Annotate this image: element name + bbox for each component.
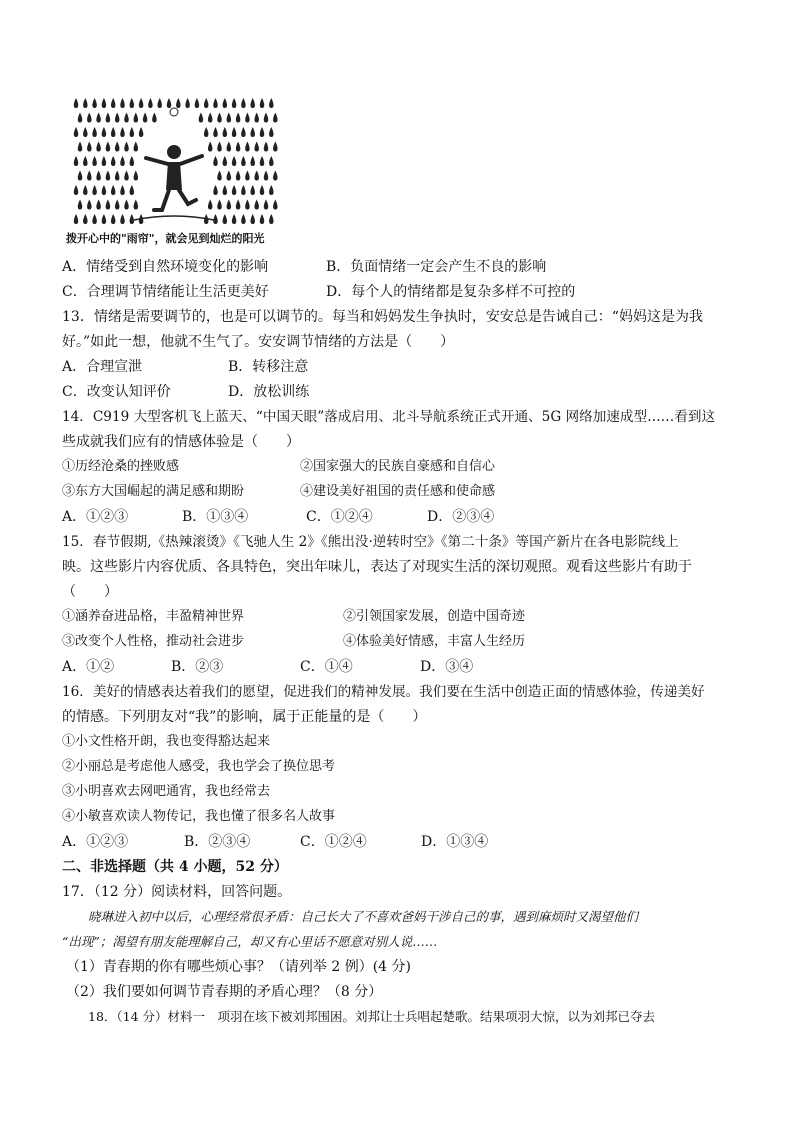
q15-item-1: ①涵养奋进品格，丰盈精神世界 <box>62 609 245 624</box>
person-figure-icon <box>134 145 214 220</box>
raindrop-icon <box>87 200 92 210</box>
q15-option-a: A．①② <box>62 659 115 675</box>
q16-option-a: A．①②③ <box>62 834 129 850</box>
q13-option-d: D．放松训练 <box>228 384 310 400</box>
raindrop-icon <box>115 200 120 210</box>
q18-stem: 18．（14 分）材料一 项羽在垓下被刘邦围困。刘邦让士兵唱起楚歌。结果项羽大惊，以为刘邦已夺去 <box>88 1009 656 1024</box>
q15-item-2: ②引领国家发展，创造中国奇迹 <box>343 609 526 624</box>
raindrop-icon <box>241 127 246 137</box>
raindrop-icon <box>87 113 92 123</box>
raindrop-icon <box>74 214 79 224</box>
raindrop-icon <box>236 200 241 210</box>
q14-item-2: ②国家强大的民族自豪感和自信心 <box>300 459 496 474</box>
raindrop-icon <box>115 142 120 152</box>
raindrop-icon <box>78 142 83 152</box>
raindrop-icon <box>273 113 278 123</box>
figure-caption: 拨开心中的"雨帘"，就会见到灿烂的阳光 <box>66 232 265 245</box>
raindrop-icon <box>106 200 111 210</box>
raindrop-icon <box>269 185 274 195</box>
raindrop-icon <box>204 98 209 108</box>
raindrop-icon <box>269 98 274 108</box>
raindrop-icon <box>120 127 125 137</box>
raindrop-icon <box>213 127 218 137</box>
raindrop-icon <box>232 127 237 137</box>
raindrop-icon <box>120 98 125 108</box>
raindrop-icon <box>213 98 218 108</box>
raindrop-icon <box>124 200 129 210</box>
raindrop-icon <box>223 98 228 108</box>
section-heading: 二、非选择题（共 4 小题，52 分） <box>62 859 288 875</box>
raindrop-icon <box>87 171 92 181</box>
q14-option-b: B．①③④ <box>182 509 249 525</box>
raindrop-icon <box>115 113 120 123</box>
raindrop-icon <box>139 98 144 108</box>
raindrop-icon <box>120 214 125 224</box>
raindrop-icon <box>236 113 241 123</box>
q15-option-d: D．③④ <box>420 659 474 675</box>
raindrop-icon <box>130 156 135 166</box>
raindrop-icon <box>260 127 265 137</box>
q16-option-d: D．①③④ <box>421 834 489 850</box>
raindrop-icon <box>115 171 120 181</box>
raindrop-icon <box>254 171 259 181</box>
raindrop-icon <box>250 156 255 166</box>
q15-stem-line2: 映。这些影片内容优质、各具特色，突出年味儿，表达了对现实生活的深切观照。观看这些影片有助于 <box>62 559 692 575</box>
raindrop-icon <box>223 127 228 137</box>
raindrop-icon <box>217 113 222 123</box>
q16-item-1: ①小文性格开朗，我也变得豁达起来 <box>62 734 271 749</box>
q14-stem-line1: 14．C919 大型客机飞上蓝天、“中国天眼”落成启用、北斗导航系统正式开通、5G 网络加速成型……看到这 <box>62 409 716 425</box>
raindrop-icon <box>264 171 269 181</box>
raindrop-icon <box>92 98 97 108</box>
raindrop-icon <box>74 127 79 137</box>
raindrop-icon <box>254 113 259 123</box>
raindrop-icon <box>134 171 139 181</box>
raindrop-icon <box>245 171 250 181</box>
raindrop-icon <box>250 185 255 195</box>
raindrop-icon <box>130 127 135 137</box>
q17-stem: 17．（12 分）阅读材料，回答问题。 <box>62 884 292 900</box>
raindrop-icon <box>195 98 200 108</box>
raindrop-icon <box>227 200 232 210</box>
raindrop-icon <box>254 200 259 210</box>
raindrop-icon <box>217 171 222 181</box>
q14-stem-line2: 些成就我们应有的情感体验是（ ） <box>62 434 300 450</box>
raindrop-icon <box>269 127 274 137</box>
raindrop-icon <box>92 127 97 137</box>
raindrop-icon <box>92 185 97 195</box>
raindrop-icon <box>223 214 228 224</box>
q14-item-4: ④建设美好祖国的责任感和使命感 <box>300 484 496 499</box>
q14-option-d: D．②③④ <box>427 509 495 525</box>
raindrop-icon <box>130 185 135 195</box>
raindrop-icon <box>227 142 232 152</box>
raindrop-icon <box>241 98 246 108</box>
raindrop-icon <box>236 142 241 152</box>
q13-option-c: C．改变认知评价 <box>62 384 171 400</box>
raindrop-icon <box>260 214 265 224</box>
q12-option-d: D．每个人的情绪都是复杂多样不可控的 <box>326 284 576 300</box>
raindrop-icon <box>245 142 250 152</box>
raindrop-icon <box>241 214 246 224</box>
raindrop-icon <box>96 200 101 210</box>
raindrop-icon <box>96 113 101 123</box>
raindrop-icon <box>102 127 107 137</box>
raindrop-icon <box>87 142 92 152</box>
raindrop-icon <box>213 156 218 166</box>
q16-item-3: ③小明喜欢去网吧通宵，我也经常去 <box>62 784 271 799</box>
raindrop-icon <box>213 185 218 195</box>
raindrop-icon <box>273 142 278 152</box>
raindrop-icon <box>134 200 139 210</box>
raindrop-icon <box>92 214 97 224</box>
raindrop-icon <box>213 214 218 224</box>
raindrop-icon <box>74 156 79 166</box>
raindrop-icon <box>106 171 111 181</box>
raindrop-icon <box>208 142 213 152</box>
raindrop-icon <box>102 156 107 166</box>
raindrop-icon <box>185 98 190 108</box>
q15-option-c: C．①④ <box>300 659 353 675</box>
sun-icon <box>170 108 178 116</box>
raindrop-icon <box>241 156 246 166</box>
raindrop-icon <box>106 142 111 152</box>
raindrop-icon <box>134 113 139 123</box>
raindrop-icon <box>264 142 269 152</box>
q13-option-b: B．转移注意 <box>228 359 309 375</box>
raindrop-icon <box>111 214 116 224</box>
q14-option-a: A．①②③ <box>62 509 129 525</box>
q16-stem-line2: 的情感。下列朋友对“我”的影响，属于正能量的是（ ） <box>62 709 427 725</box>
raindrop-icon <box>130 214 135 224</box>
raindrop-icon <box>120 185 125 195</box>
raindrop-icon <box>167 98 172 108</box>
raindrop-icon <box>223 156 228 166</box>
raindrop-icon <box>152 113 157 123</box>
q15-item-3: ③改变个人性格，推动社会进步 <box>62 634 245 649</box>
raindrop-icon <box>273 200 278 210</box>
raindrop-icon <box>176 98 181 108</box>
q16-item-4: ④小敏喜欢读人物传记，我也懂了很多名人故事 <box>62 809 336 824</box>
raindrop-icon <box>204 127 209 137</box>
raindrop-icon <box>96 171 101 181</box>
raindrop-icon <box>83 156 88 166</box>
raindrop-icon <box>260 156 265 166</box>
raindrop-icon <box>92 156 97 166</box>
raindrop-icon <box>227 113 232 123</box>
q13-stem-line2: 好。”如此一想，他就不生气了。安安调节情绪的方法是（ ） <box>62 334 455 350</box>
raindrop-icon <box>83 185 88 195</box>
raindrop-icon <box>74 98 79 108</box>
raindrop-icon <box>111 185 116 195</box>
raindrop-icon <box>111 98 116 108</box>
raindrop-icon <box>232 98 237 108</box>
q13-stem-line1: 13．情绪是需要调节的，也是可以调节的。每当和妈妈发生争执时，安安总是告诫自己：“妈妈这是为我 <box>62 309 703 325</box>
raindrop-icon <box>134 142 139 152</box>
raindrop-icon <box>232 214 237 224</box>
raindrop-icon <box>208 113 213 123</box>
raindrop-icon <box>264 113 269 123</box>
raindrop-icon <box>250 127 255 137</box>
q17-subquestion-2: （2）我们要如何调节青春期的矛盾心理？（8 分） <box>66 984 383 1000</box>
q15-stem-line1: 15．春节假期,《热辣滚烫》《飞驰人生 2》《熊出没·逆转时空》《第二十条》等国产新片在各电影院线上 <box>62 534 679 550</box>
raindrop-icon <box>124 142 129 152</box>
raindrop-icon <box>74 185 79 195</box>
q12-option-c: C．合理调节情绪能让生活更美好 <box>62 284 269 300</box>
raindrop-icon <box>269 156 274 166</box>
q15-option-b: B．②③ <box>171 659 224 675</box>
raindrop-icon <box>157 98 162 108</box>
q17-excerpt-line2: “出现”；渴望有朋友能理解自己，却又有心里话不愿意对别人说…… <box>62 934 438 949</box>
raindrop-icon <box>83 127 88 137</box>
raindrop-icon <box>78 200 83 210</box>
raindrop-icon <box>102 185 107 195</box>
raindrop-icon <box>130 98 135 108</box>
q16-item-2: ②小丽总是考虑他人感受，我也学会了换位思考 <box>62 759 336 774</box>
raindrop-icon <box>245 113 250 123</box>
raindrop-icon <box>78 171 83 181</box>
q16-option-b: B．②③④ <box>184 834 251 850</box>
q13-option-a: A．合理宣泄 <box>62 359 143 375</box>
q14-item-1: ①历经沧桑的挫败感 <box>62 459 180 474</box>
raindrop-icon <box>111 127 116 137</box>
raindrop-icon <box>232 185 237 195</box>
raindrop-icon <box>120 156 125 166</box>
raindrop-icon <box>124 113 129 123</box>
raindrop-icon <box>264 200 269 210</box>
raindrop-icon <box>83 98 88 108</box>
raindrop-icon <box>260 185 265 195</box>
raindrop-icon <box>236 171 241 181</box>
raindrop-icon <box>208 200 213 210</box>
raindrop-icon <box>102 98 107 108</box>
raindrop-icon <box>241 185 246 195</box>
raindrop-icon <box>106 113 111 123</box>
q12-option-a: A．情绪受到自然环境变化的影响 <box>62 259 269 275</box>
raindrop-icon <box>143 113 148 123</box>
raindrop-icon <box>124 171 129 181</box>
rain-curtain-illustration <box>66 92 282 242</box>
q15-item-4: ④体验美好情感，丰富人生经历 <box>343 634 526 649</box>
q14-item-3: ③东方大国崛起的满足感和期盼 <box>62 484 245 499</box>
q14-option-c: C．①②④ <box>306 509 373 525</box>
raindrop-icon <box>223 185 228 195</box>
raindrop-icon <box>232 156 237 166</box>
q12-option-b: B．负面情绪一定会产生不良的影响 <box>326 259 547 275</box>
raindrop-icon <box>250 98 255 108</box>
q16-option-c: C．①②④ <box>300 834 367 850</box>
raindrop-icon <box>273 171 278 181</box>
raindrop-icon <box>217 142 222 152</box>
raindrop-icon <box>102 214 107 224</box>
q15-stem-line3: （ ） <box>62 584 118 600</box>
raindrop-icon <box>199 113 204 123</box>
raindrop-icon <box>148 98 153 108</box>
raindrop-icon <box>260 98 265 108</box>
q17-excerpt-line1: 晓琳进入初中以后，心理经常很矛盾：自己长大了不喜欢爸妈干涉自己的事，遇到麻烦时又渴望他们 <box>88 909 639 924</box>
raindrop-icon <box>227 171 232 181</box>
raindrop-icon <box>217 200 222 210</box>
raindrop-icon <box>254 142 259 152</box>
raindrop-icon <box>111 156 116 166</box>
raindrop-icon <box>250 214 255 224</box>
raindrop-icon <box>96 142 101 152</box>
q16-stem-line1: 16．美好的情感表达着我们的愿望，促进我们的精神发展。我们要在生活中创造正面的情感体验，传递美好 <box>62 684 705 700</box>
raindrop-icon <box>78 113 83 123</box>
raindrop-icon <box>269 214 274 224</box>
q17-subquestion-1: （1）青春期的你有哪些烦心事？（请列举 2 例）(4 分) <box>66 959 411 975</box>
raindrop-icon <box>83 214 88 224</box>
raindrop-icon <box>245 200 250 210</box>
raindrop-icon <box>139 127 144 137</box>
